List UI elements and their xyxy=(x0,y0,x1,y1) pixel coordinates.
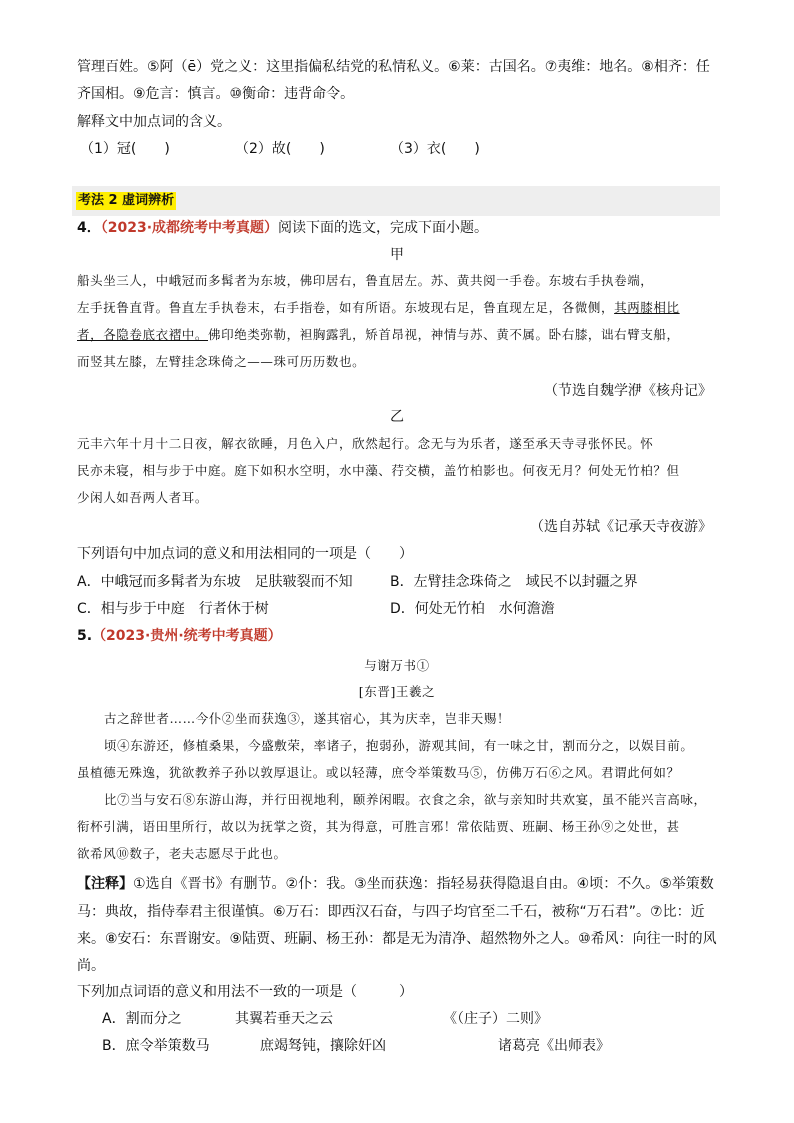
q5-number: 5. xyxy=(77,628,93,644)
section-header-bar xyxy=(72,186,720,216)
q5-option-b-1[interactable]: B．庶令举策数马 xyxy=(102,1038,210,1054)
explain-item-3: （3）衣( ) xyxy=(390,141,480,157)
q4-number: 4． xyxy=(77,220,101,236)
q5-title: 与谢万书① xyxy=(364,658,430,673)
explain-item-1: （1）冠( ) xyxy=(80,141,170,157)
q4-option-b[interactable]: B．左臂挂念珠倚之 域民不以封疆之界 xyxy=(390,574,638,590)
q5-text-line-3: 虽植德无殊逸，犹欲教养子孙以敦厚退让。或以轻薄，庶令举策数马⑤，仿佛万石⑥之风。君谓此何如？ xyxy=(77,765,680,780)
q5-option-a-3: 《（庄子）二则》 xyxy=(443,1011,548,1027)
q4-text-b-line-3: 少闲人如吾两人者耳。 xyxy=(77,490,209,505)
q5-option-a-2: 其翼若垂天之云 xyxy=(235,1011,333,1027)
q5-header xyxy=(77,626,282,646)
q4-text-b-source: （选自苏轼《记承天寺夜游》 xyxy=(530,519,712,535)
q5-question: 下列加点词语的意义和用法不一致的一项是（ ） xyxy=(77,984,413,1000)
q5-author: [东晋]王羲之 xyxy=(358,684,436,699)
q4-header xyxy=(77,218,488,238)
q4-text-a-line-3 xyxy=(77,325,680,345)
q5-option-b-2: 庶竭驽钝，攘除奸凶 xyxy=(260,1038,386,1054)
q5-notes-line-4: 尚。 xyxy=(77,958,105,974)
q4-text-a-line-4: 而竖其左膝，左臂挂念珠倚之——珠可历历数也。 xyxy=(77,354,366,369)
q5-option-a-1[interactable]: A．割而分之 xyxy=(102,1011,182,1027)
q4-text-a-source: （节选自魏学洢《核舟记》 xyxy=(544,383,712,399)
q4-text-a-line-2-main: 左手抚鲁直背。鲁直左手执卷末，右手指卷，如有所语。东坡现右足，鲁直现左足，各微侧， xyxy=(77,300,615,315)
q4-text-b-title: 乙 xyxy=(390,409,404,425)
q5-notes-line-2: 马：典故，指侍奉君主很谨慎。⑥万石：即西汉石奋，与四子均官至二千石，被称“万石君”。⑦比：近 xyxy=(77,904,705,920)
notes-line-1: 管理百姓。⑤阿（ē）党之义：这里指偏私结党的私情私义。⑥莱：古国名。⑦夷维：地名。⑧相齐：任 xyxy=(77,59,710,75)
q4-text-a-line-2 xyxy=(77,298,680,318)
q5-notes-line-1 xyxy=(77,874,714,894)
q4-instruction: 阅读下面的选文，完成下面小题。 xyxy=(278,220,489,236)
q5-text-line-6: 欲希风⑩数子，老夫志愿尽于此也。 xyxy=(77,846,287,861)
q4-text-b-line-1: 元丰六年十月十二日夜，解衣欲睡，月色入户，欣然起行。念无与为乐者，遂至承天寺寻张怀民。怀 xyxy=(77,436,654,451)
q5-option-b-3: 诸葛亮《出师表》 xyxy=(498,1038,610,1054)
q4-text-a-line-3-rest: 佛印绝类弥勒，袒胸露乳，矫首昂视，神情与苏、黄不属。卧右膝，诎右臂支船， xyxy=(208,327,680,342)
explain-item-2: （2）故( ) xyxy=(235,141,325,157)
q4-text-a-title: 甲 xyxy=(390,247,404,263)
q5-source: （2023·贵州·统考中考真题） xyxy=(92,628,282,644)
q5-text-line-4: 比⑦当与安石⑧东游山海，并行田视地利，颐养闲暇。衣食之余，欲与亲知时共欢宴，虽不能兴言高咏， xyxy=(104,792,707,807)
q4-question: 下列语句中加点词的意义和用法相同的一项是（ ） xyxy=(77,546,413,562)
q5-text-line-1: 古之辞世者……今仆②坐而获逸③，遂其宿心，其为庆幸，岂非天赐！ xyxy=(104,711,511,726)
notes-line-2: 齐国相。⑨危言：慎言。⑩衡命：违背命令。 xyxy=(77,86,355,102)
q4-option-d[interactable]: D．何处无竹柏 水何澹澹 xyxy=(390,601,555,617)
q4-text-b-line-2: 民亦未寝，相与步于中庭。庭下如积水空明，水中藻、荇交横，盖竹柏影也。何夜无月？何处无竹柏？但 xyxy=(77,463,680,478)
q4-text-a-underlined: 其两膝相比 xyxy=(614,300,680,315)
q4-text-a-line-1: 船头坐三人，中峨冠而多髯者为东坡，佛印居右，鲁直居左。苏、黄共阅一手卷。东坡右手执卷端， xyxy=(77,273,654,288)
q4-option-c[interactable]: C．相与步于中庭 行者休于树 xyxy=(77,601,269,617)
q5-text-line-2: 顷④东游还，修植桑果，今盛敷荣，率诸子，抱弱孙，游观其间，有一味之甘，割而分之，以娱目前。 xyxy=(104,738,694,753)
explain-prompt: 解释文中加点词的含义。 xyxy=(77,114,231,130)
q4-text-a-line-3-underlined: 者，各隐卷底衣褶中。 xyxy=(77,327,209,342)
q5-notes-text-1: ①选自《晋书》有删节。②仆：我。③坐而获逸：指轻易获得隐退自由。④顷：不久。⑤举策数 xyxy=(133,876,714,892)
q5-notes-line-3: 来。⑧安石：东晋谢安。⑨陆贾、班嗣、杨王孙：都是无为清净、超然物外之人。⑩希风：向往一时的风 xyxy=(77,931,717,947)
q5-notes-label: 【注释】 xyxy=(77,876,133,892)
q4-option-a[interactable]: A．中峨冠而多髯者为东坡 足肤皲裂而不知 xyxy=(77,574,353,590)
q4-source: （2023·成都统考中考真题） xyxy=(100,220,279,236)
q5-text-line-5: 衔杯引满，语田里所行，故以为抚掌之资，其为得意，可胜言邪！常依陆贾、班嗣、杨王孙⑨之处世，甚 xyxy=(77,819,680,834)
section-label: 考法 2 虚词辨析 xyxy=(78,193,175,208)
